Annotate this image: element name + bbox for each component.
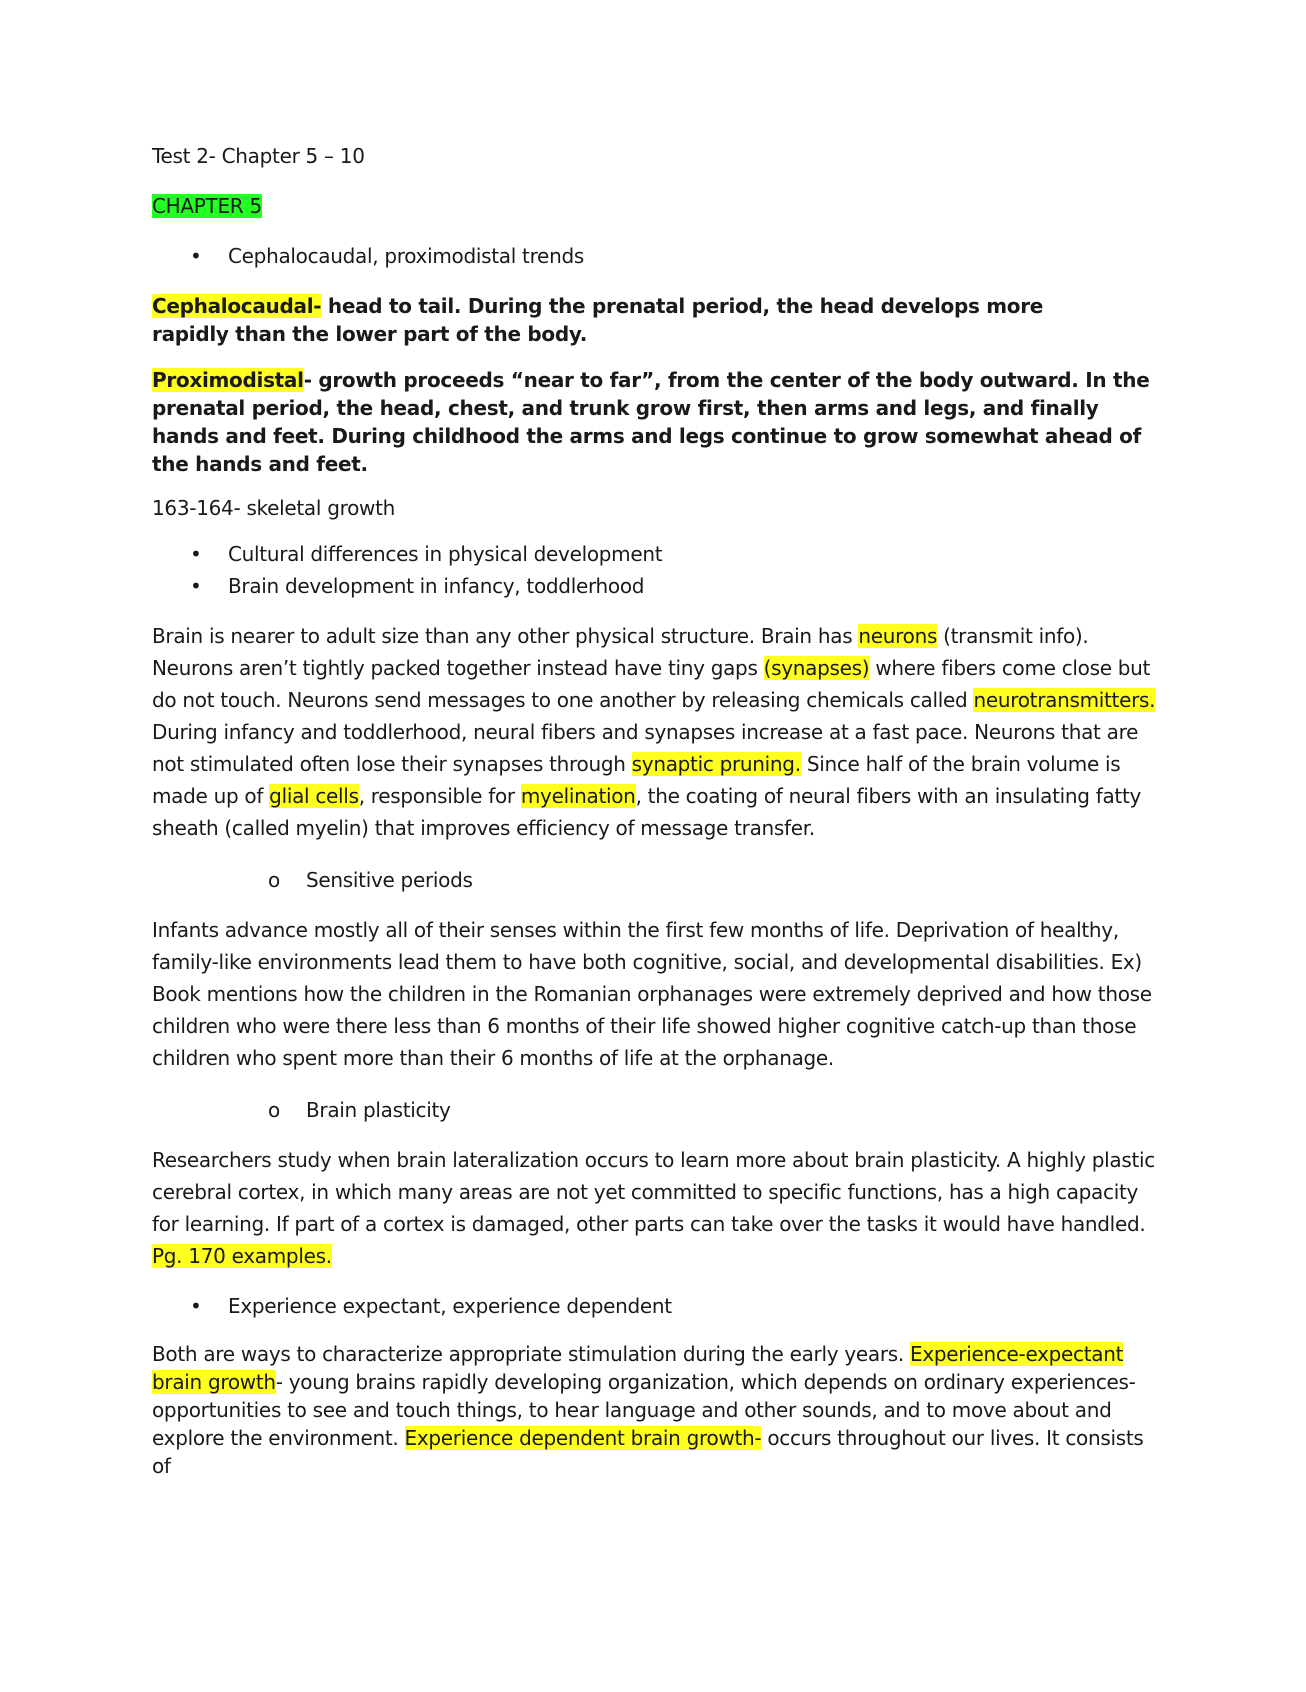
bullet-text: Cephalocaudal, proximodistal trends <box>228 244 584 268</box>
skeletal-line: 163-164- skeletal growth <box>152 496 395 520</box>
bullet-item <box>152 538 1162 570</box>
body-text: Since half of the brain volume is made up of <box>152 752 1121 808</box>
bullet-item <box>152 240 1162 272</box>
body-text: (transmit info). Neurons aren’t tightly packed together instead have tiny gaps <box>152 624 1089 680</box>
sub-bullet-text: Brain plasticity <box>306 1098 451 1122</box>
sub-bullet-text: Sensitive periods <box>306 868 473 892</box>
highlight-term: myelination <box>520 784 636 808</box>
chapter-label: CHAPTER 5 <box>152 194 262 218</box>
bullet-marker: • <box>190 574 202 598</box>
highlight-term: Cephalocaudal- <box>152 294 322 318</box>
chapter-heading <box>152 190 1162 222</box>
bullet-marker: • <box>190 244 202 268</box>
sub-bullet-item <box>152 1094 1162 1126</box>
proximodistal-paragraph <box>152 366 1162 478</box>
body-text: occurs throughout our lives. It consists of <box>152 1426 1144 1478</box>
body-text: , responsible for <box>358 784 521 808</box>
brain-paragraph <box>152 620 1162 844</box>
sub-bullet-item <box>152 864 1162 896</box>
highlight-term: synaptic pruning. <box>631 752 801 776</box>
highlight-term: Proximodistal <box>152 368 304 392</box>
body-text: During infancy and toddlerhood, neural fibers and synapses increase at a fast pace. Neurons that are not stimulated often lose their synapses through <box>152 720 1139 776</box>
definition-text: - growth proceeds “near to far”, from the center of the body outward. In the prenatal period, the head, chest, and trunk grow first, then arms and legs, and finally hands and feet. During childhood the arms and legs continue to grow somewhat ahead of the hands and feet. <box>152 368 1150 476</box>
highlight-term: Pg. 170 examples. <box>152 1244 332 1268</box>
body-text: , the coating of neural fibers with an insulating fatty sheath (called myelin) that improves efficiency of message transfer. <box>152 784 1142 840</box>
bullet-item <box>152 1290 1162 1322</box>
highlight-term: Experience-expectant brain growth <box>152 1342 1124 1394</box>
bullet-item <box>152 570 1162 602</box>
plasticity-paragraph <box>152 1144 1162 1272</box>
sensitive-periods-paragraph: Infants advance mostly all of their senses within the first few months of life. Deprivation of healthy, family-like environments lead them to have both cognitive, social, and developmental disabilities. Ex) Book mentions how the children in the Romanian orphanages were extremely deprived and how those children who were there less than 6 months of their life showed higher cognitive catch-up than those children who spent more than their 6 months of life at the orphanage. <box>152 918 1152 1070</box>
definition-text: head to tail. During the prenatal period, the head develops more rapidly than the lower part of the body. <box>152 294 1044 346</box>
body-text: where fibers come close but do not touch. Neurons send messages to one another by releasing chemicals called <box>152 656 1151 712</box>
highlight-term: (synapses) <box>763 656 870 680</box>
highlight-term: Experience dependent brain growth- <box>404 1426 762 1450</box>
body-text: Brain is nearer to adult size than any other physical structure. Brain has <box>152 624 859 648</box>
bullet-text: Brain development in infancy, toddlerhood <box>228 574 645 598</box>
experience-paragraph <box>152 1340 1162 1480</box>
highlight-term: neurotransmitters. <box>973 688 1156 712</box>
bullet-text: Experience expectant, experience dependent <box>228 1294 672 1318</box>
sub-bullet-marker: o <box>268 1098 280 1122</box>
cephalocaudal-paragraph <box>152 292 1052 348</box>
body-text: Researchers study when brain lateralization occurs to learn more about brain plasticity. A highly plastic cerebral cortex, in which many areas are not yet committed to specific functions, has a high capacity for learning. If part of a cortex is damaged, other parts can take over the tasks it would have handled. <box>152 1148 1155 1236</box>
highlight-term: glial cells <box>269 784 359 808</box>
sub-bullet-marker: o <box>268 868 280 892</box>
bullet-text: Cultural differences in physical development <box>228 542 663 566</box>
doc-title: Test 2- Chapter 5 – 10 <box>152 144 365 168</box>
highlight-term: neurons <box>858 624 938 648</box>
bullet-marker: • <box>190 542 202 566</box>
body-text: Both are ways to characterize appropriate stimulation during the early years. <box>152 1342 910 1366</box>
bullet-marker: • <box>190 1294 202 1318</box>
body-text: - young brains rapidly developing organization, which depends on ordinary experiences- opportunities to see and touch things, to hear language and other sounds, and to move about and explore the environment. <box>152 1370 1136 1450</box>
document-page <box>152 140 1162 1480</box>
